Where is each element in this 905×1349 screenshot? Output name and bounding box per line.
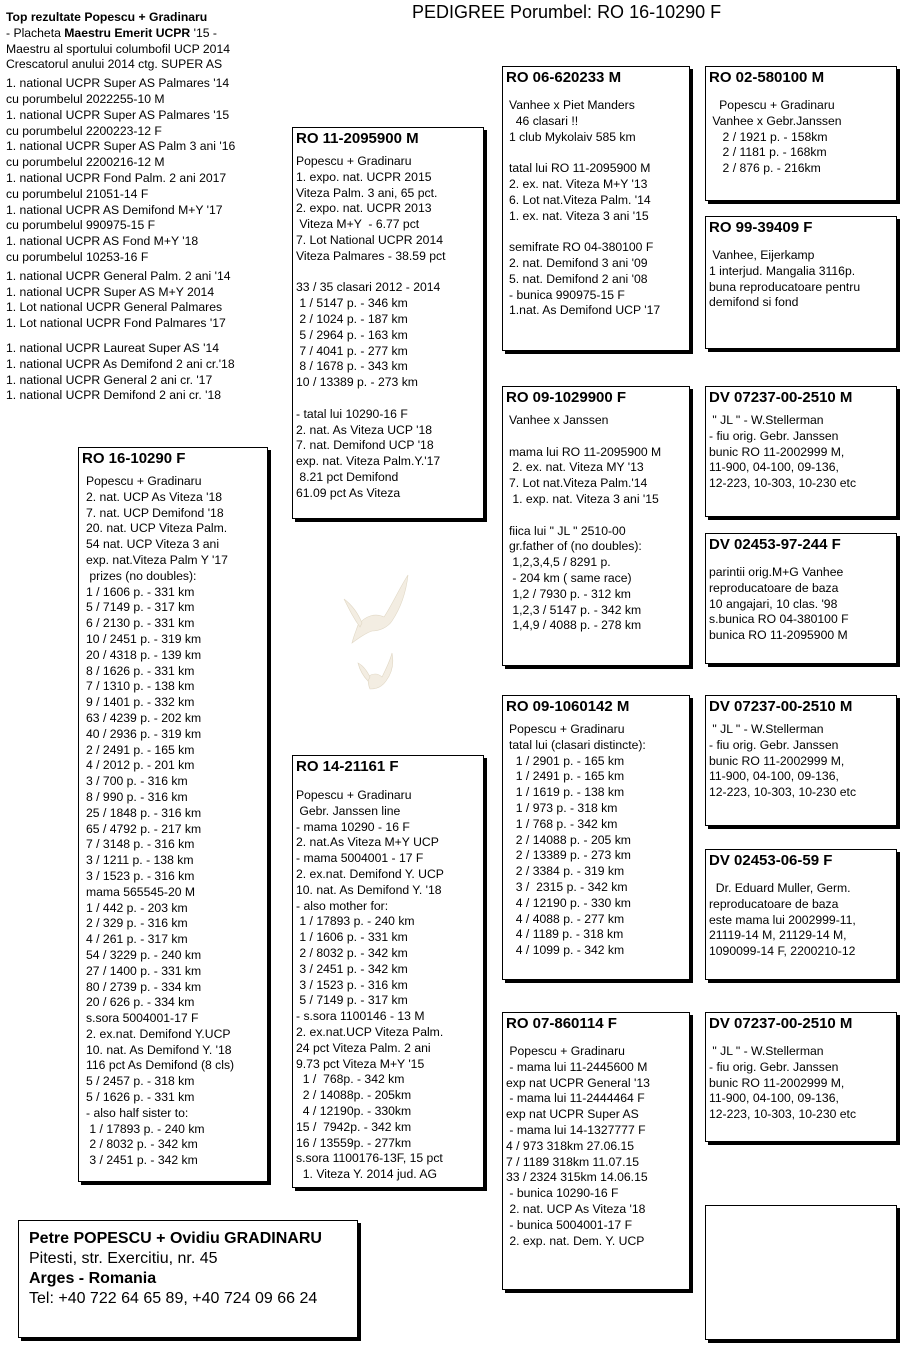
achievement-line: 1. Lot national UCPR Fond Palmares '17 <box>6 316 226 331</box>
achievement-line: 1. national UCPR As Demifond 2 ani cr.'18 <box>6 356 235 371</box>
sire-dam-box <box>502 386 690 666</box>
achievements-heading: Top rezultate Popescu + Gradinaru <box>6 10 208 24</box>
pigeon-ring-number: RO 07-860114 F <box>506 1015 617 1032</box>
achievement-line: 1. national UCPR Super AS Palmares '14 <box>6 76 230 91</box>
pigeon-details: Popescu + Gradinaru 2. nat. UCP As Viteza '18 7. nat. UCP Demifond '18 20. nat. UCP Viteza Palm. 54 nat. UCP Viteza 3 ani exp. nat.Viteza Palm Y '17 prizes (no doubles): 1 / 1606 p. - 331 km 5 / 7149 p. - 317 km 6 / 2130 p. - 331 km 10 / 2451 p. - 319 km 20 / 4318 p. - 139 km 8 / 1626 p. - 331 km 7 / 1310 p. - 138 km 9 / 1401 p. - 332 km 63 / 4239 p. - 202 km 40 / 2936 p. - 319 km 2 / 2491 p. - 165 km 4 / 2012 p. - 201 km 3 / 700 p. - 316 km 8 / 990 p. - 316 km 25 / 1848 p. - 316 km 65 / 4792 p. - 217 km 7 / 3148 p. - 316 km 3 / 1211 p. - 138 km 3 / 1523 p. - 316 km mama 565545-20 M 1 / 442 p. - 203 km 2 / 329 p. - 316 km 4 / 261 p. - 317 km 54 / 3229 p. - 240 km 27 / 1400 p. - 331 km 80 / 2739 p. - 334 km 20 / 626 p. - 334 km s.sora 5004001-17 F 2. ex.nat. Demifond Y.UCP 10. nat. As Demifond Y. '18 116 pct As Demifond (8 cls) 5 / 2457 p. - 318 km 5 / 1626 p. - 331 km - also half sister to: 1 / 17893 p. - 240 km 2 / 8032 p. - 342 km 3 / 2451 p. - 342 km <box>86 474 235 1168</box>
breeder-names: Petre POPESCU + Ovidiu GRADINARU <box>29 1230 322 1247</box>
achievement-line: Maestru al sportului columbofil UCP 2014 <box>6 41 230 56</box>
pigeon-details: Popescu + Gradinaru - mama lui 11-2445600 M exp nat UCPR General '13 - mama lui 11-2444464 F exp nat UCPR Super AS - mama lui 14-1327777 F 4 / 973 318km 27.06.15 7 / 1189 318km 11.07.15 33 / 2324 315km 14.06.15 - bunica 10290-16 F 2. nat. UCP As Viteza '18 - bunica 5004001-17 F 2. exp. nat. Dem. Y. UCP <box>506 1044 650 1248</box>
pigeon-details: Vanhee x Janssen mama lui RO 11-2095900 M 2. ex. nat. Viteza MY '13 7. Lot nat.Viteza Palm.'14 1. exp. nat. Viteza 3 ani '15 fiica lui " JL " 2510-00 gr.father of (no doubles): 1,2,3,4,5 / 8291 p. - 204 km ( same race) 1,2 / 7930 p. - 312 km 1,2,3 / 5147 p. - 342 km 1,4,9 / 4088 p. - 278 km <box>509 413 662 633</box>
pigeon-details: Popescu + Gradinaru Gebr. Janssen line - mama 10290 - 16 F 2. nat.As Viteza M+Y UCP - mama 5004001 - 17 F 2. ex.nat. Demifond Y. UCP 10. nat. As Demifond Y. '18 - also mother for: 1 / 17893 p. - 240 km 1 / 1606 p. - 331 km 2 / 8032 p. - 342 km 3 / 2451 p. - 342 km 3 / 1523 p. - 316 km 5 / 7149 p. - 317 km - s.sora 1100146 - 13 M 2. ex.nat.UCP Viteza Palm. 24 pct Viteza Palm. 2 ani 9.73 pct Viteza M+Y '15 1 / 768p. - 342 km 2 / 14088p. - 205km 4 / 12190p. - 330km 15 / 7942p. - 342 km 16 / 13559p. - 277km s.sora 1100176-13F, 15 pct 1. Viteza Y. 2014 jud. AG <box>296 788 444 1182</box>
pigeon-ring-number: RO 11-2095900 M <box>296 130 419 147</box>
sire-dam-dam-box <box>705 533 897 664</box>
achievement-line: cu porumbelul 990975-15 F <box>6 218 156 233</box>
breeder-region: Arges - Romania <box>29 1270 157 1287</box>
sire-dam-sire-box <box>705 386 897 517</box>
sire-sire-box <box>502 66 690 351</box>
breeder-address: Pitesti, str. Exercitiu, nr. 45 <box>29 1250 218 1267</box>
achievement-title: Maestru Emerit UCPR <box>64 25 191 40</box>
pigeon-ring-number <box>706 1206 896 1208</box>
pigeon-details: Dr. Eduard Muller, Germ. reproducatoare de baza este mama lui 2002999-11, 21119-14 M, 21129-14 M, 1090099-14 F, 2200210-12 <box>709 881 856 959</box>
pigeon-details: " JL " - W.Stellerman - fiu orig. Gebr. Janssen bunic RO 11-2002999 M, 11-900, 04-100, 09-136, 12-223, 10-303, 10-230 etc <box>709 722 857 800</box>
achievement-line: 1. national UCPR AS Fond M+Y '18 <box>6 234 199 249</box>
achievement-line: 1. national UCPR Super AS Palm 3 ani '16 <box>6 139 236 154</box>
dam-dam-sire-box <box>705 1012 897 1142</box>
sire-sire-dam-box <box>705 216 897 349</box>
pigeon-ring-number: RO 14-21161 F <box>296 758 399 775</box>
pigeon-details: Popescu + Gradinaru 1. expo. nat. UCPR 2015 Viteza Palm. 3 ani, 65 pct. 2. expo. nat. UCPR 2013 Viteza M+Y - 6.77 pct 7. Lot National UCPR 2014 Viteza Palmares - 38.59 pct 33 / 35 clasari 2012 - 2014 1 / 5147 p. - 346 km 2 / 1024 p. - 187 km 5 / 2964 p. - 163 km 7 / 4041 p. - 277 km 8 / 1678 p. - 343 km 10 / 13389 p. - 273 km - tatal lui 10290-16 F 2. nat. As Viteza UCP '18 7. nat. Demifond UCP '18 exp. nat. Viteza Palm.Y.'17 8.21 pct Demifond 61.09 pct As Viteza <box>296 154 446 500</box>
pigeon-ring-number: DV 02453-97-244 F <box>709 536 841 553</box>
achievement-line: 1. national UCPR Laureat Super AS '14 <box>6 340 220 355</box>
achievement-prefix: - Placheta <box>6 25 65 40</box>
pigeon-details: Popescu + Gradinaru tatal lui (clasari distincte): 1 / 2901 p. - 165 km 1 / 2491 p. - 165 km 1 / 1619 p. - 138 km 1 / 973 p. - 318 km 1 / 768 p. - 342 km 2 / 14088 p. - 205 km 2 / 13389 p. - 273 km 2 / 3384 p. - 319 km 3 / 2315 p. - 342 km 4 / 12190 p. - 330 km 4 / 4088 p. - 277 km 4 / 1189 p. - 318 km 4 / 1099 p. - 342 km <box>509 722 646 958</box>
sire-sire-sire-box <box>705 66 897 201</box>
pigeon-ring-number: RO 02-580100 M <box>709 69 825 86</box>
achievement-line: cu porumbelul 10253-16 F <box>6 249 149 264</box>
dam-sire-sire-box <box>705 695 897 826</box>
achievement-line: cu porumbelul 2200216-12 M <box>6 155 165 170</box>
achievement-line <box>6 26 288 42</box>
achievement-line: 1. national UCPR Fond Palm. 2 ani 2017 <box>6 170 227 185</box>
breeder-contact <box>18 1220 358 1338</box>
pigeon-ring-number: DV 07237-00-2510 M <box>709 698 853 715</box>
pigeon-details: Popescu + Gradinaru Vanhee x Gebr.Janssen 2 / 1921 p. - 158km 2 / 1181 p. - 168km 2 / 876 p. - 216km <box>712 98 842 176</box>
dam-dam-box <box>502 1012 690 1290</box>
breeder-phone: Tel: +40 722 64 65 89, +40 724 09 66 24 <box>29 1290 318 1307</box>
dam-box <box>292 755 484 1188</box>
achievement-line: cu porumbelul 2200223-12 F <box>6 123 162 138</box>
achievement-line: 1. national UCPR Super AS M+Y 2014 <box>6 284 215 299</box>
pigeon-ring-number: DV 07237-00-2510 M <box>709 389 853 406</box>
page-title: PEDIGREE Porumbel: RO 16-10290 F <box>412 2 722 22</box>
achievement-line: cu porumbelul 21051-14 F <box>6 186 149 201</box>
pigeon-details: " JL " - W.Stellerman - fiu orig. Gebr. Janssen bunic RO 11-2002999 M, 11-900, 04-100, 09-136, 12-223, 10-303, 10-230 etc <box>709 1044 857 1122</box>
pigeon-ring-number: RO 16-10290 F <box>82 450 186 467</box>
pigeon-details: parintii orig.M+G Vanhee reproducatoare de baza 10 angajari, 10 clas. '98 s.bunica RO 04-380100 F bunica RO 11-2095900 M <box>709 565 849 643</box>
achievement-line: 1. national UCPR AS Demifond M+Y '17 <box>6 202 223 217</box>
pigeon-ring-number: RO 06-620233 M <box>506 69 622 86</box>
pigeon-ring-number: DV 02453-06-59 F <box>709 852 833 869</box>
achievement-line: cu porumbelul 2022255-10 M <box>6 91 165 106</box>
achievement-line: Crescatorul anului 2014 ctg. SUPER AS <box>6 57 223 72</box>
dam-sire-dam-box <box>705 849 897 980</box>
achievement-line: 1. national UCPR Demifond 2 ani cr. '18 <box>6 388 222 403</box>
achievement-line: 1. national UCPR General Palm. 2 ani '14 <box>6 268 231 283</box>
achievement-line: 1. national UCPR General 2 ani cr. '17 <box>6 372 213 387</box>
subject-pigeon-box <box>78 447 268 1182</box>
achievements-header <box>6 10 288 404</box>
achievement-line: 1. national UCPR Super AS Palmares '15 <box>6 107 230 122</box>
pigeon-ring-number: DV 07237-00-2510 M <box>709 1015 853 1032</box>
pigeon-details: Vanhee x Piet Manders 46 clasari !! 1 club Mykolaiv 585 km tatal lui RO 11-2095900 M 2. ex. nat. Viteza M+Y '13 6. Lot nat.Viteza Palm. '14 1. ex. nat. Viteza 3 ani '15 semifrate RO 04-380100 F 2. nat. Demifond 3 ani '09 5. nat. Demifond 2 ani '08 - bunica 990975-15 F 1.nat. As Demifond UCP '17 <box>509 98 661 318</box>
pigeon-ring-number: RO 09-1029900 F <box>506 389 627 406</box>
sire-box <box>292 127 484 519</box>
dam-sire-box <box>502 695 690 980</box>
dam-dam-dam-box <box>705 1205 897 1340</box>
pigeon-details: Vanhee, Eijerkamp 1 interjud. Mangalia 3116p. buna reproducatoare pentru demifond si fond <box>709 248 861 310</box>
doves-illustration <box>338 565 418 705</box>
achievement-suffix: '15 - <box>190 25 217 40</box>
pigeon-details: " JL " - W.Stellerman - fiu orig. Gebr. Janssen bunic RO 11-2002999 M, 11-900, 04-100, 09-136, 12-223, 10-303, 10-230 etc <box>709 413 857 491</box>
pigeon-ring-number: RO 99-39409 F <box>709 219 813 236</box>
pigeon-ring-number: RO 09-1060142 M <box>506 698 630 715</box>
achievement-line: 1. Lot national UCPR General Palmares <box>6 300 223 315</box>
